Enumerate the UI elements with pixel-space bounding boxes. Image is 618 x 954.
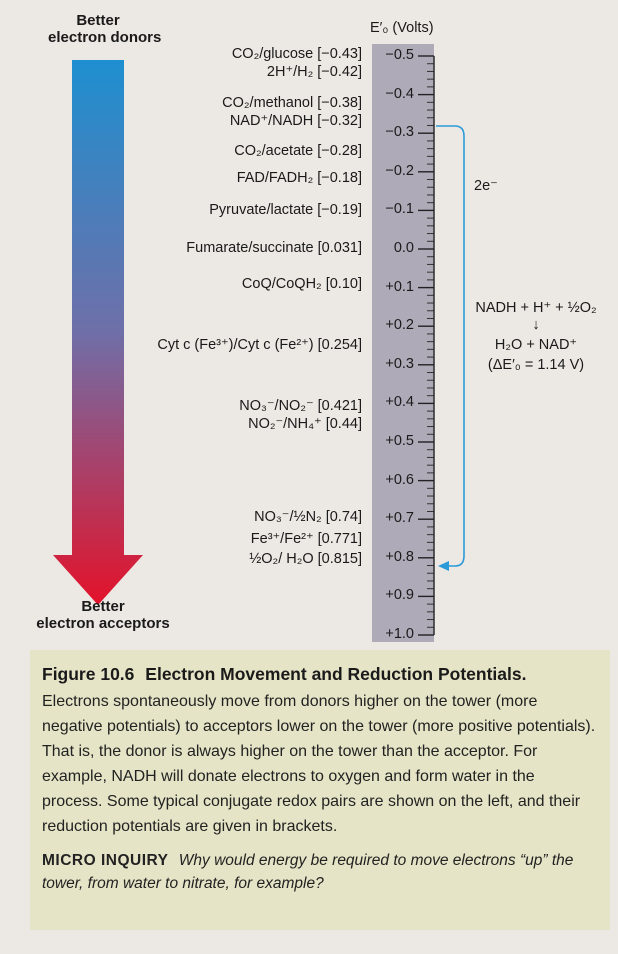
top-label xyxy=(48,12,162,46)
tick-label: −0.4 xyxy=(385,85,414,102)
reaction-line1: NADH + H⁺ + ½O₂ xyxy=(475,300,597,316)
reaction-arrow: ↓ xyxy=(532,317,540,333)
redox-pair-label: NO₃⁻/NO₂⁻ [0.421] xyxy=(239,398,362,414)
reaction-line3: (ΔE′₀ = 1.14 V) xyxy=(487,357,585,373)
micro-inquiry xyxy=(42,849,598,895)
bottom-label xyxy=(28,598,178,632)
tick-label: +0.8 xyxy=(385,548,414,565)
redox-pair-label: Cyt c (Fe³⁺)/Cyt c (Fe²⁺) [0.254] xyxy=(157,337,362,353)
tick-label: −0.1 xyxy=(385,201,414,218)
top-label-line2: electron donors xyxy=(48,29,162,46)
redox-pair-label: NAD⁺/NADH [−0.32] xyxy=(229,113,362,129)
caption-body: Electrons spontaneously move from donors higher on the tower (more negative potentials) to acceptors lower on the tower (more positive potentials). That is, the donor is always higher on the tower than the acceptor. For example, NADH will donate electrons to oxygen and form water in the process. Some typical conjugate redox pairs are shown on the left, and their reduction potentials are given in brackets. xyxy=(42,693,596,835)
figure-number: Figure 10.6 xyxy=(42,664,135,684)
bottom-label-line1: Better xyxy=(81,598,125,615)
redox-pair-label: CoQ/CoQH₂ [0.10] xyxy=(241,276,362,292)
redox-pair-label: NO₂⁻/NH₄⁺ [0.44] xyxy=(248,416,362,432)
reaction-line2: H₂O + NAD⁺ xyxy=(494,337,578,353)
tick-label: +0.6 xyxy=(385,471,414,488)
bracket-arrowhead xyxy=(438,561,449,571)
figure-title: Electron Movement and Reduction Potentials. xyxy=(145,664,527,684)
tick-label: 0.0 xyxy=(393,240,414,256)
redox-pair-label: FAD/FADH₂ [−0.18] xyxy=(236,170,362,186)
redox-pair-label: Fe³⁺/Fe²⁺ [0.771] xyxy=(250,531,362,547)
tick-label: −0.2 xyxy=(385,162,414,179)
tick-label: +0.7 xyxy=(385,510,414,527)
tick-label: +0.9 xyxy=(385,587,414,604)
bottom-label-line2: electron acceptors xyxy=(36,615,170,632)
top-label-line1: Better xyxy=(76,12,120,29)
caption-title xyxy=(42,662,598,686)
figure-caption xyxy=(30,650,610,930)
redox-pair-label: CO₂/glucose [−0.43] xyxy=(231,46,362,62)
tick-label: +0.3 xyxy=(385,355,414,372)
tick-label: +0.1 xyxy=(385,278,414,295)
tick-label: +0.5 xyxy=(385,433,414,449)
tick-label: −0.5 xyxy=(385,47,414,63)
redox-pair-label: 2H⁺/H₂ [−0.42] xyxy=(266,64,362,80)
reaction-block xyxy=(466,300,606,373)
redox-pair-label: Fumarate/succinate [0.031] xyxy=(186,240,362,256)
inquiry-label: MICRO INQUIRY xyxy=(42,852,169,869)
redox-pair-label: CO₂/methanol [−0.38] xyxy=(222,95,362,111)
tick-label: −0.3 xyxy=(385,124,414,141)
redox-pair-label: NO₃⁻/½N₂ [0.74] xyxy=(254,509,362,525)
tick-label: +1.0 xyxy=(385,626,414,642)
tick-label: +0.2 xyxy=(385,317,414,334)
axis-label: E′₀ (Volts) xyxy=(370,20,434,36)
electron-transfer-bracket xyxy=(436,126,464,566)
electron-label: 2e⁻ xyxy=(474,178,498,194)
redox-pair-label: ½O₂/ H₂O [0.815] xyxy=(249,551,362,567)
redox-pair-label: CO₂/acetate [−0.28] xyxy=(234,143,362,159)
tick-label: +0.4 xyxy=(385,394,414,411)
inquiry-text: Why would energy be required to move electrons “up” the tower, from water to nitrate, for example? xyxy=(42,852,574,892)
redox-pair-label: Pyruvate/lactate [−0.19] xyxy=(209,202,362,218)
donor-acceptor-arrow xyxy=(53,60,143,605)
